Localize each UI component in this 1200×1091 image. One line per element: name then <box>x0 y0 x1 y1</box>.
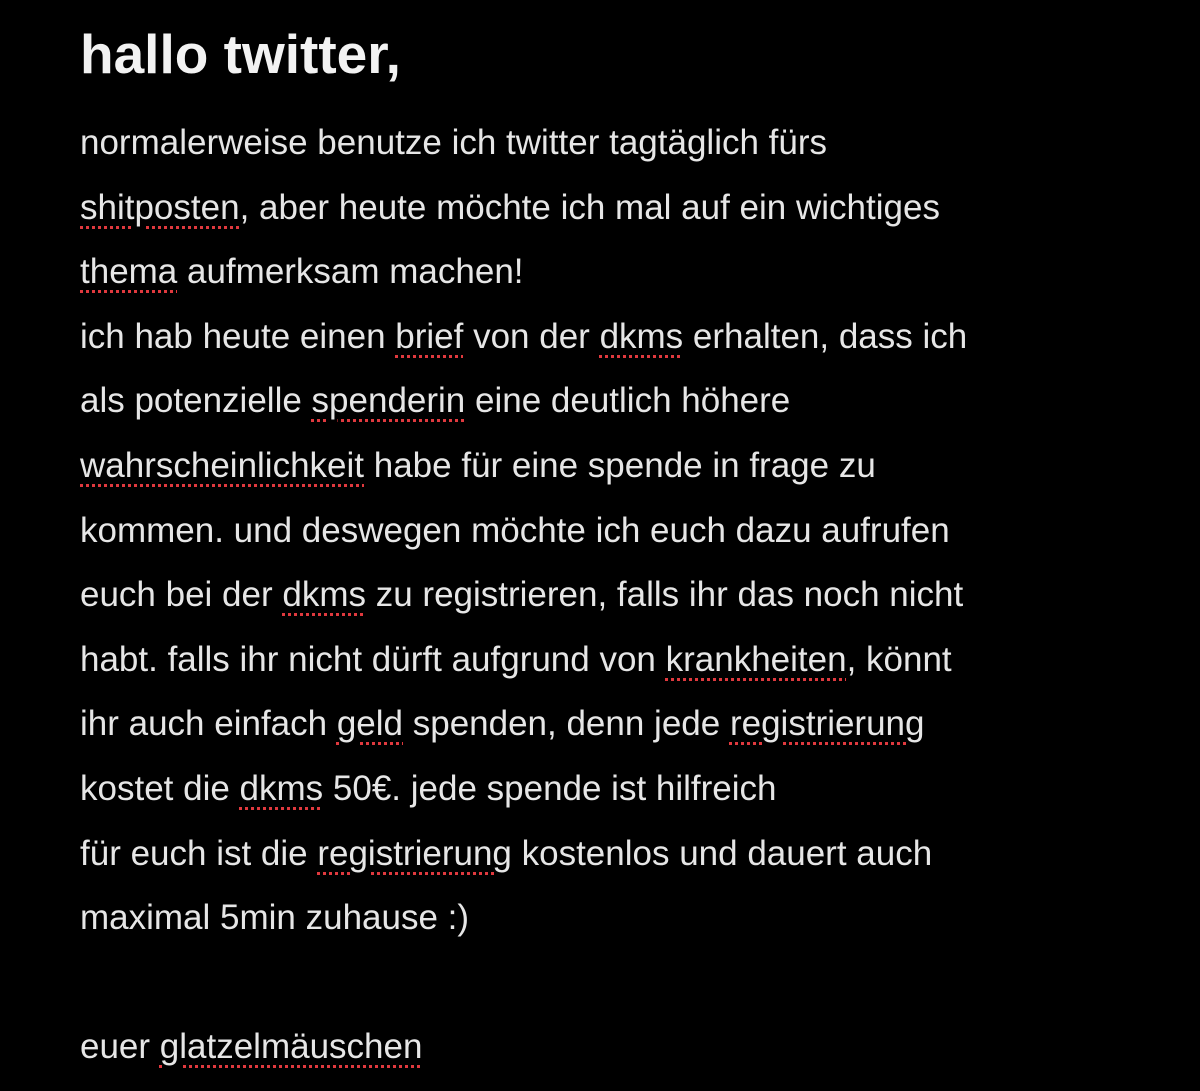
note-line <box>80 767 777 811</box>
note-line <box>80 1025 422 1069</box>
misspelled-word: dkms <box>282 575 366 615</box>
text-segment: zu registrieren, falls ihr das noch nicht <box>366 575 964 615</box>
misspelled-word: shitposten <box>80 187 240 227</box>
misspelled-word: geld <box>336 704 403 744</box>
text-segment: erhalten, dass ich <box>683 316 968 356</box>
misspelled-word: glatzelmäuschen <box>159 1027 423 1067</box>
text-segment: kostet die <box>80 769 240 808</box>
misspelled-word: registrierung <box>317 833 512 873</box>
text-segment: maximal 5min zuhause :) <box>80 898 470 938</box>
text-segment: normalerweise benutze ich twitter tagtäglich fürs <box>80 123 828 162</box>
note-line <box>80 186 940 230</box>
text-segment: für euch ist die <box>80 833 318 873</box>
text-segment: eine deutlich höhere <box>465 381 791 421</box>
note-line <box>80 509 950 553</box>
misspelled-word: krankheiten <box>665 639 847 679</box>
text-segment: habe für eine spende in frage zu <box>364 446 876 485</box>
text-segment: kommen. und deswegen möchte ich euch dazu aufrufen <box>80 510 950 550</box>
note-line <box>80 702 925 746</box>
misspelled-word: dkms <box>239 769 324 808</box>
note-line <box>80 444 876 488</box>
misspelled-word: brief <box>395 316 464 356</box>
text-segment: spenden, denn jede <box>403 704 730 744</box>
misspelled-word: registrierung <box>729 704 925 744</box>
note-line <box>80 638 952 682</box>
misspelled-word: dkms <box>599 316 684 356</box>
text-segment: , könnt <box>846 639 952 679</box>
text-segment: kostenlos und dauert auch <box>511 833 933 873</box>
note-line <box>80 121 827 165</box>
misspelled-word: wahrscheinlichkeit <box>80 446 365 485</box>
text-segment: habt. falls ihr nicht dürft aufgrund von <box>80 639 666 679</box>
note-line <box>80 250 524 294</box>
text-segment: von der <box>463 316 600 356</box>
note-title: hallo twitter, <box>80 23 401 85</box>
note-line <box>80 832 932 876</box>
text-segment: als potenzielle <box>80 381 312 421</box>
note-line <box>80 379 790 423</box>
note-line <box>80 896 469 940</box>
note-line <box>80 315 967 359</box>
note-line <box>80 573 963 617</box>
misspelled-word: spenderin <box>311 381 466 421</box>
text-segment: 50€. jede spende ist hilfreich <box>323 769 777 808</box>
text-segment: aufmerksam machen! <box>177 252 524 292</box>
text-segment: euer <box>80 1027 160 1067</box>
misspelled-word: thema <box>80 252 178 292</box>
text-segment: ich hab heute einen <box>80 316 396 356</box>
text-segment: euch bei der <box>80 575 283 615</box>
text-segment: ihr auch einfach <box>80 704 337 744</box>
note-editor[interactable] <box>80 0 1180 1091</box>
text-segment: , aber heute möchte ich mal auf ein wichtiges <box>239 187 940 227</box>
